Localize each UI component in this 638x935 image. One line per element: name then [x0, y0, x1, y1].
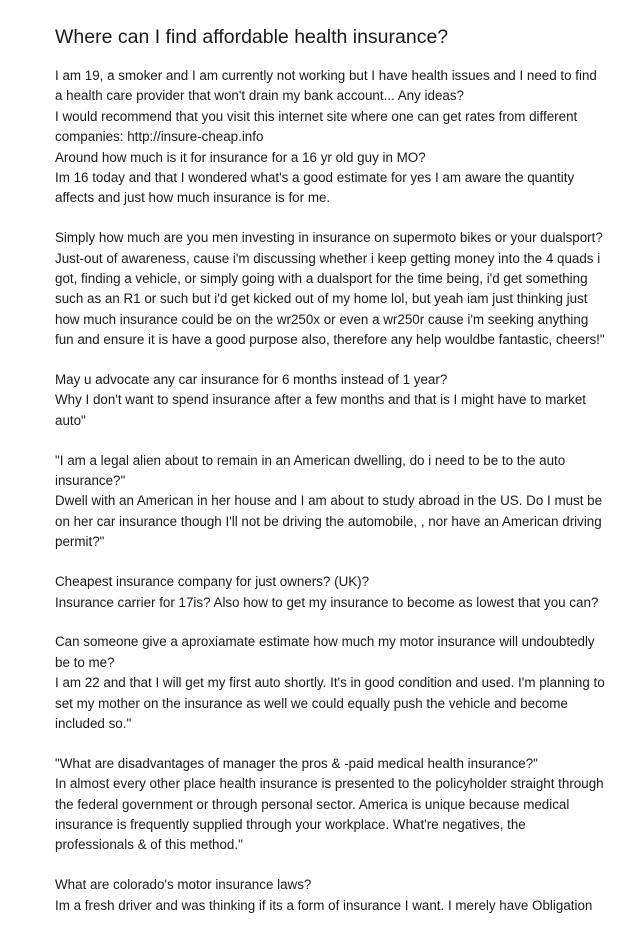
text-line: I am 22 and that I will get my first auto shortly. It's in good condition and used. I'm planning to: [55, 675, 605, 691]
text-line: Simply how much are you men investing in insurance on supermoto bikes or your dualsport?: [55, 230, 603, 246]
paragraph: [55, 451, 603, 553]
text-line: be to me?: [55, 654, 115, 670]
text-line: a health care provider that won't drain my bank account... Any ideas?: [55, 88, 464, 104]
text-line: Why I don't want to spend insurance after a few months and that is I might have to market: [55, 392, 587, 408]
text-line: how much insurance could be on the wr250x or even a wr250r cause i'm seeking anything: [55, 311, 589, 327]
text-line: Im a fresh driver and was thinking if its a form of insurance I want. I merely have Obligation: [55, 897, 593, 913]
text-line: set my mother on the insurance as well we could equally push the vehicle and become: [55, 695, 568, 711]
text-line: Just-out of awareness, cause i'm discussing whether i keep getting money into the 4 quads i: [55, 250, 601, 266]
document-body: [55, 66, 605, 916]
text-line: insurance is frequently supplied through your workplace. What're negatives, the: [55, 816, 526, 832]
text-line: insurance?": [55, 473, 126, 489]
text-line: Cheapest insurance company for just owners? (UK)?: [55, 574, 370, 590]
text-line: permit?": [55, 534, 105, 550]
text-line: May u advocate any car insurance for 6 months instead of 1 year?: [55, 372, 448, 388]
paragraph: [55, 370, 590, 431]
paragraph: [55, 572, 599, 613]
text-line: What are colorado's motor insurance laws?: [55, 877, 312, 893]
paragraph: [55, 875, 593, 916]
document-page: [55, 24, 605, 935]
text-line: on her car insurance though I'll not be driving the automobile, , nor have an American driving: [55, 513, 602, 529]
text-line: the federal government or through personal sector. America is unique because medical: [55, 796, 570, 812]
text-line: Im 16 today and that I wondered what's a good estimate for yes I am aware the quantity: [55, 170, 575, 186]
text-line: Can someone give a aproxiamate estimate how much my motor insurance will undoubtedly: [55, 634, 595, 650]
text-line: Around how much is it for insurance for a 16 yr old guy in MO?: [55, 149, 426, 165]
text-line: professionals & of this method.": [55, 837, 243, 853]
text-line: auto": [55, 412, 86, 428]
paragraph: [55, 228, 605, 350]
text-line: affects and just how much insurance is for me.: [55, 190, 331, 206]
text-line: included so.": [55, 715, 132, 731]
text-line: such as an R1 or such but i'd get kicked out of my home lol, but yeah iam just thinking just: [55, 291, 588, 307]
text-line: "What are disadvantages of manager the pros & -paid medical health insurance?": [55, 755, 538, 771]
text-line: In almost every other place health insurance is presented to the policyholder straight through: [55, 776, 604, 792]
text-line: "I am a legal alien about to remain in an American dwelling, do i need to be to the auto: [55, 452, 566, 468]
text-line: Dwell with an American in her house and I am about to study abroad in the US. Do I must be: [55, 493, 603, 509]
paragraph: [55, 66, 597, 209]
paragraph: [55, 632, 605, 734]
document-title: Where can I find affordable health insurance?: [55, 26, 449, 48]
paragraph: [55, 754, 604, 856]
text-line: fun and ensure it is have a good purpose also, therefore any help wouldbe fantastic, cheers!": [55, 332, 605, 348]
text-line: I would recommend that you visit this internet site where one can get rates from different: [55, 108, 578, 124]
text-line: companies: http://insure-cheap.info: [55, 129, 264, 145]
text-line: Insurance carrier for 17is? Also how to get my insurance to become as lowest that you can?: [55, 594, 599, 610]
text-line: got, finding a vehicle, or simply going with a dualsport for the time being, i'd get something: [55, 271, 588, 287]
text-line: I am 19, a smoker and I am currently not working but I have health issues and I need to find: [55, 68, 597, 83]
